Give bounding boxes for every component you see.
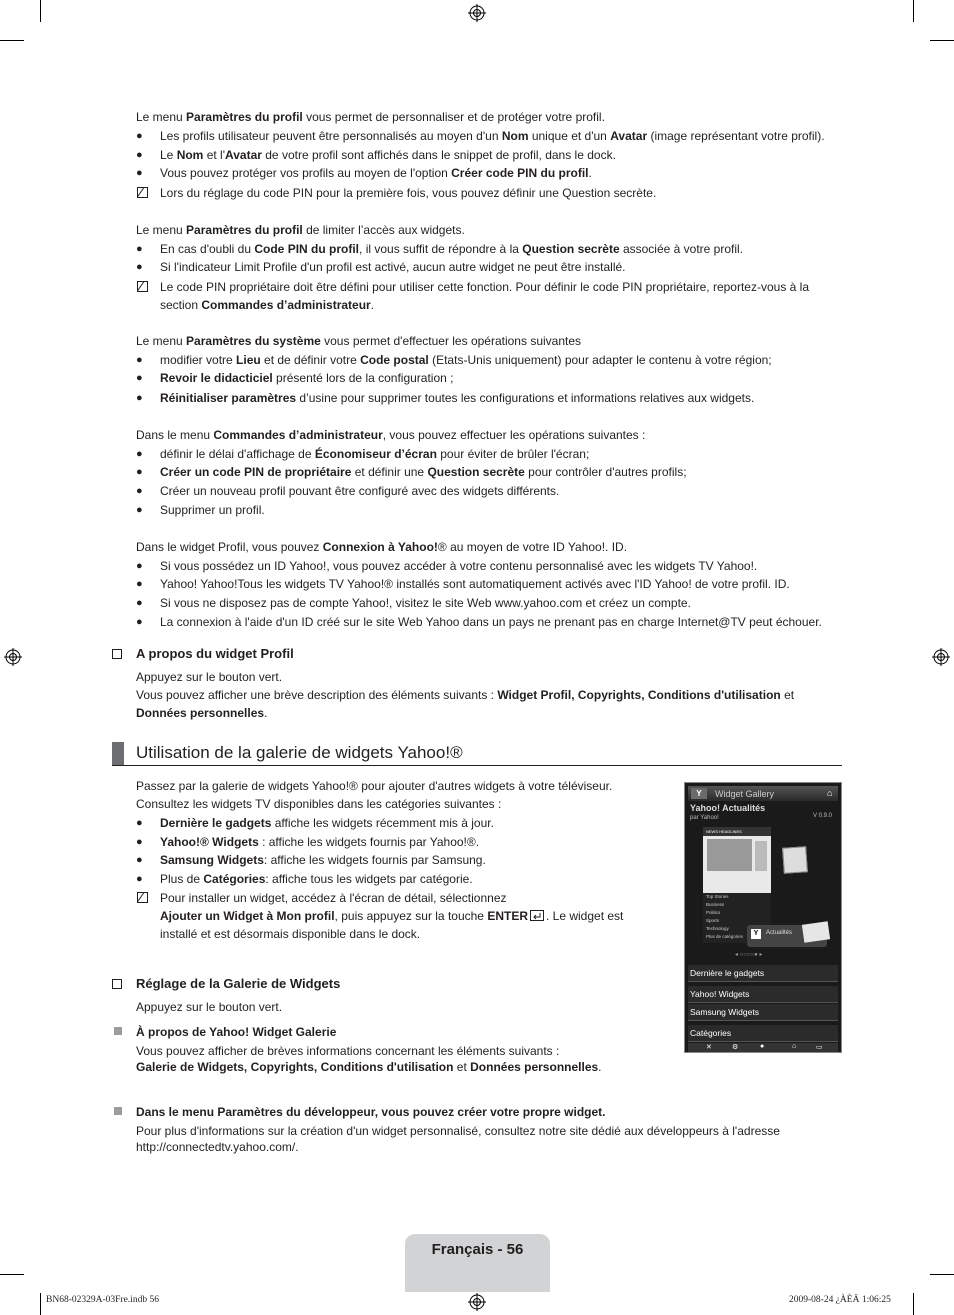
grey-square-bullet-icon	[114, 1027, 122, 1035]
widget-subtitle: par Yahoo!	[690, 815, 719, 821]
slug-file: BN68-02329A-03Fre.indb 56	[46, 1295, 159, 1305]
subheading-gallery-settings: Réglage de la Galerie de Widgets	[136, 976, 341, 991]
bottom-dock	[688, 1043, 838, 1052]
intro-profile-settings: Le menu Paramètres du profil vous permet de personnaliser et de protéger votre profil.	[136, 110, 605, 124]
crop-mark	[40, 1293, 41, 1315]
widget-version: V 0.9.0	[813, 813, 833, 819]
checkbox-bullet-icon	[112, 979, 122, 989]
sub3-items: Galerie de Widgets, Copyrights, Conditions d'utilisation et Données personnelles.	[136, 1060, 602, 1074]
exit-icon[interactable]: ▭	[816, 1044, 823, 1051]
widget-title: Yahoo! Actualités	[690, 803, 766, 813]
section-divider	[112, 765, 842, 766]
crop-mark	[0, 40, 24, 41]
checkbox-bullet-icon	[112, 649, 122, 659]
yahoo-logo-icon: Y	[691, 788, 707, 799]
subheading-about-gallery: À propos de Yahoo! Widget Galerie	[136, 1025, 337, 1039]
crop-mark	[0, 1274, 24, 1275]
menu-item-latest-gadgets[interactable]: Dernière le gadgets	[688, 965, 838, 982]
sub1-text: Appuyez sur le bouton vert.	[136, 670, 283, 684]
note-icon	[137, 281, 148, 292]
subheading-developer: Dans le menu Paramètres du développeur, vous pouvez créer votre propre widget.	[136, 1105, 606, 1119]
intro-profile-widget: Dans le widget Profil, vous pouvez Connexion à Yahoo!® au moyen de votre ID Yahoo!. ID.	[136, 540, 628, 554]
intro-system-settings: Le menu Paramètres du système vous permet d'effectuer les opérations suivantes	[136, 334, 582, 348]
developer-url[interactable]: http://connectedtv.yahoo.com/.	[136, 1140, 299, 1154]
sub3-text: Vous pouvez afficher de brèves informations concernant les éléments suivants :	[136, 1044, 560, 1058]
gallery-header-title: Widget Gallery	[715, 789, 775, 799]
stacked-cards	[802, 921, 830, 942]
menu-item-categories[interactable]: Catégories	[688, 1025, 838, 1042]
news-photo	[707, 839, 752, 871]
crop-mark	[913, 0, 914, 22]
registration-mark-icon	[4, 648, 22, 666]
subheading-profile-widget: A propos du widget Profil	[136, 646, 294, 661]
crop-mark	[930, 40, 954, 41]
enter-key-icon	[530, 910, 544, 921]
close-icon[interactable]: ✕	[706, 1044, 712, 1051]
registration-mark-icon	[468, 4, 486, 22]
note-icon	[137, 187, 148, 198]
intro-admin-commands: Dans le menu Commandes d’administrateur, vous pouvez effectuer les opérations suivantes :	[136, 428, 646, 442]
registration-mark-icon	[468, 1293, 486, 1311]
home-dock-icon[interactable]: ⌂	[792, 1043, 797, 1050]
sub2-text: Appuyez sur le bouton vert.	[136, 1000, 283, 1014]
menu-item-yahoo-widgets[interactable]: Yahoo! Widgets	[688, 986, 838, 1003]
news-thumbnail	[782, 846, 808, 874]
registration-mark-icon	[932, 648, 950, 666]
section-title: Utilisation de la galerie de widgets Yahoo!®	[136, 743, 463, 762]
sub1-description: Vous pouvez afficher une brève description des éléments suivants : Widget Profil, Copyrights, Conditions d'utilisation et Données personnelles.	[136, 688, 795, 720]
menu-item-samsung-widgets[interactable]: Samsung Widgets	[688, 1004, 838, 1021]
category-list: Top Stories Business Politics Sports Technology Plus de catégories	[703, 893, 771, 943]
page-number: Français - 56	[431, 1241, 524, 1258]
gear-icon[interactable]: ⚙	[732, 1044, 739, 1051]
home-icon: ⌂	[827, 788, 833, 798]
pager-dots: ◂ ○○○○● ▸	[735, 952, 763, 958]
gallery-intro-2: Consultez les widgets TV disponibles dans les catégories suivantes :	[136, 797, 502, 811]
note-icon	[137, 892, 148, 903]
news-header: NEWS HEADLINES	[703, 827, 771, 836]
crop-mark	[913, 1293, 914, 1315]
yahoo-badge-icon: Y	[751, 929, 761, 939]
grey-square-bullet-icon	[114, 1107, 122, 1115]
slug-date: 2009-08-24 ¿ÀÈÄ 1:06:25	[789, 1295, 891, 1305]
section-bar	[112, 742, 124, 766]
sub4-text: Pour plus d'informations sur la création d'un widget personnalisé, consultez notre site dédié aux développeurs à l'adresse	[136, 1124, 780, 1138]
yahoo-dock-icon[interactable]: ●	[760, 1043, 765, 1050]
crop-mark	[930, 1274, 954, 1275]
gallery-intro: Passez par la galerie de widgets Yahoo!® pour ajouter d'autres widgets à votre téléviseur.	[136, 779, 613, 793]
crop-mark	[40, 0, 41, 22]
news-text-block	[755, 841, 767, 871]
intro-profile-limit: Le menu Paramètres du profil de limiter l’accès aux widgets.	[136, 223, 465, 237]
actualites-badge: Actualités	[766, 930, 793, 936]
widget-gallery-screenshot	[684, 782, 842, 1053]
